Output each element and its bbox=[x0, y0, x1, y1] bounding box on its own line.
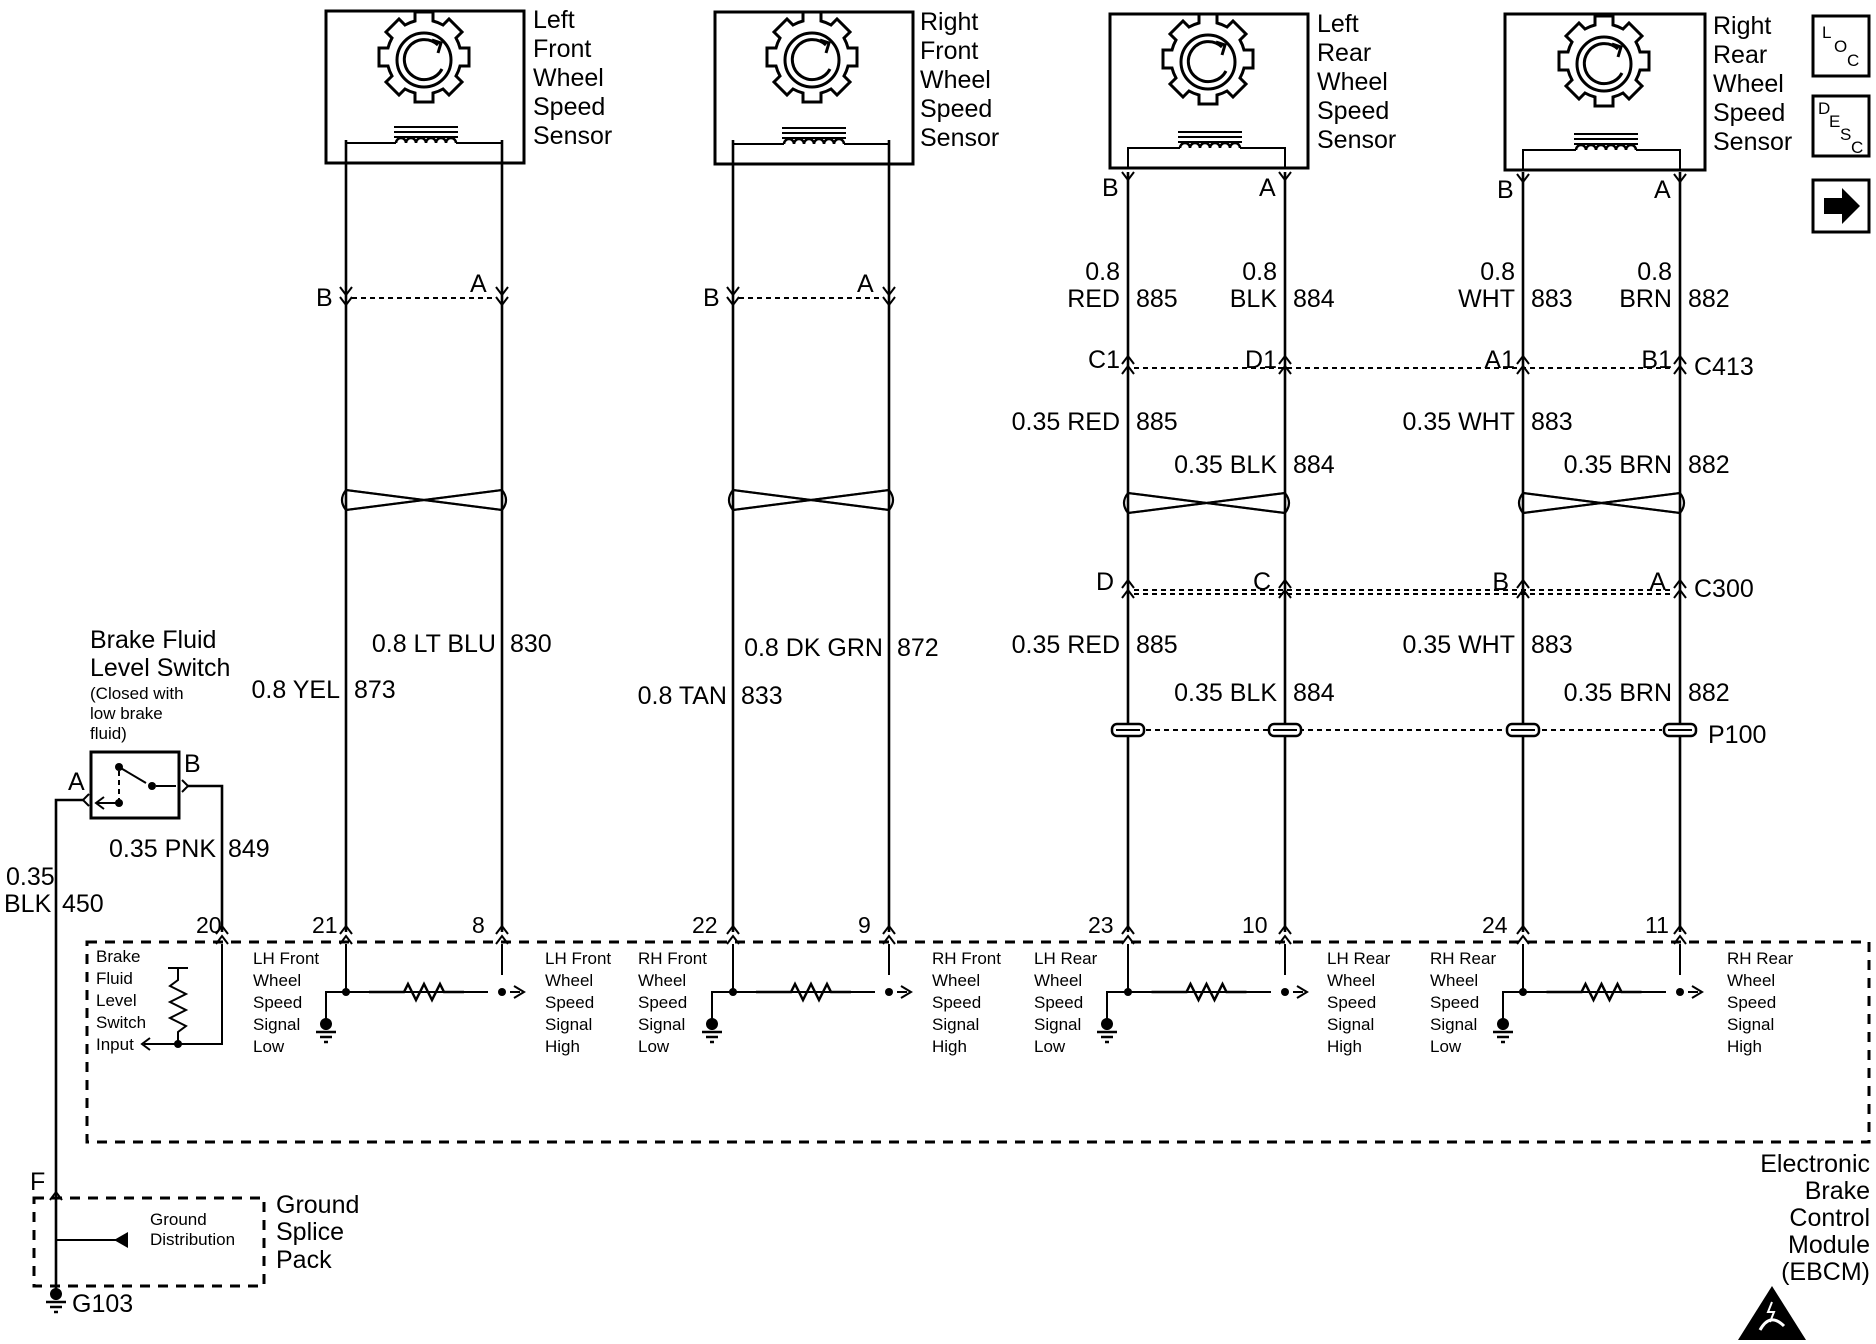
switch-note-0: (Closed with bbox=[90, 684, 184, 703]
ground-icon bbox=[1493, 1018, 1513, 1042]
sensor-0-label-1: Front bbox=[533, 35, 592, 63]
switch-title-1: Level Switch bbox=[90, 654, 231, 682]
ground-splice-pack bbox=[30, 1168, 359, 1318]
loc-icon[interactable] bbox=[1813, 16, 1869, 76]
sensor-3-label-4: Sensor bbox=[1713, 128, 1793, 156]
ebcm-label-0-low-2: Speed bbox=[253, 993, 303, 1012]
sensor-1-label-1: Front bbox=[920, 37, 979, 65]
sensor-2-label-3: Speed bbox=[1317, 97, 1390, 125]
wire-873-circuit: 873 bbox=[354, 676, 396, 704]
sensor-2-pin-b: B bbox=[1102, 174, 1119, 202]
sensor-3-label-1: Rear bbox=[1713, 41, 1768, 69]
ground-wire-gauge: 0.35 bbox=[6, 863, 55, 891]
rear-wires bbox=[1124, 172, 1684, 932]
ebcm-label-0-low-0: LH Front bbox=[253, 949, 320, 968]
ebcm-label-1-high-3: Signal bbox=[932, 1015, 980, 1034]
loc-icon-c: C bbox=[1847, 51, 1860, 70]
pnk-wire-circuit: 849 bbox=[228, 835, 270, 863]
ebcm-brake-switch-circuit bbox=[96, 947, 222, 1054]
ebcm-label-2-high-0: LH Rear bbox=[1327, 949, 1391, 968]
rear-wire-3-gauge: 0.8 bbox=[1637, 258, 1672, 286]
rear-wire-0-low-label: 0.35 RED bbox=[1011, 631, 1120, 659]
ebcm-brake-label-4: Input bbox=[96, 1035, 134, 1054]
wire-833-label: 0.8 TAN bbox=[637, 682, 727, 710]
right-arrow-icon[interactable] bbox=[1813, 180, 1869, 232]
switch-title-0: Brake Fluid bbox=[90, 626, 217, 654]
rear-wire-0-mid-label: 0.35 RED bbox=[1011, 408, 1120, 436]
ebcm-label-3-low-0: RH Rear bbox=[1430, 949, 1497, 968]
switch-note-1: low brake bbox=[90, 704, 163, 723]
ebcm-label-3-high-0: RH Rear bbox=[1727, 949, 1794, 968]
desc-icon-d: D bbox=[1818, 99, 1831, 118]
sensor-3-pin-a: A bbox=[1654, 176, 1671, 204]
desc-icon[interactable] bbox=[1813, 96, 1869, 157]
ground-g103-label: G103 bbox=[72, 1290, 134, 1318]
ebcm-internal-circuits bbox=[96, 947, 1793, 1056]
wire-830-circuit: 830 bbox=[510, 630, 552, 658]
rear-wire-0-circuit-mid: 885 bbox=[1136, 408, 1178, 436]
ebcm-label-3-high-4: High bbox=[1727, 1037, 1762, 1056]
ebcm-pin-number-2: 8 bbox=[472, 912, 485, 938]
rear-wire-1-circuit-low: 884 bbox=[1293, 679, 1335, 707]
sensor-0-label-4: Sensor bbox=[533, 122, 613, 150]
wheel-speed-sensor-2 bbox=[1102, 10, 1396, 202]
ebcm-label-0-high-1: Wheel bbox=[545, 971, 594, 990]
rear-wire-2-color: WHT bbox=[1458, 285, 1515, 313]
gear-icon bbox=[767, 12, 857, 102]
rear-wire-2-circuit-low: 883 bbox=[1531, 631, 1573, 659]
wire-873-label: 0.8 YEL bbox=[251, 676, 340, 704]
desc-icon-c: C bbox=[1851, 138, 1864, 157]
splice-label-0: Ground bbox=[276, 1191, 360, 1219]
ebcm-brake-label-1: Fluid bbox=[96, 969, 133, 988]
front-wires bbox=[251, 140, 938, 932]
rear-wire-1-low-label: 0.35 BLK bbox=[1174, 679, 1277, 707]
ebcm-label-2-low-2: Speed bbox=[1034, 993, 1084, 1012]
ebcm-label-3-low-2: Speed bbox=[1430, 993, 1480, 1012]
ebcm-label-3-low-4: Low bbox=[1430, 1037, 1462, 1056]
rear-wire-2-circuit-top: 883 bbox=[1531, 285, 1573, 313]
ground-icon bbox=[702, 1018, 722, 1042]
switch-pin-a: A bbox=[68, 768, 85, 796]
ebcm-label-2-low-4: Low bbox=[1034, 1037, 1066, 1056]
ebcm-label-2-low-3: Signal bbox=[1034, 1015, 1082, 1034]
sensor-1-label-3: Speed bbox=[920, 95, 993, 123]
rear-wire-0-gauge: 0.8 bbox=[1085, 258, 1120, 286]
rear-wire-3-circuit-low: 882 bbox=[1688, 679, 1730, 707]
rf-pin-a-label: A bbox=[857, 270, 874, 298]
ebcm-pin-number-6: 10 bbox=[1242, 912, 1268, 938]
ebcm-label-0-high-0: LH Front bbox=[545, 949, 612, 968]
c413-label: C413 bbox=[1694, 353, 1754, 381]
pnk-wire-label: 0.35 PNK bbox=[108, 835, 216, 863]
splice-pin-f: F bbox=[30, 1168, 46, 1196]
ebcm-pin-number-3: 22 bbox=[692, 912, 718, 938]
ebcm-label-0: Electronic bbox=[1760, 1150, 1870, 1178]
rear-wire-2-circuit-mid: 883 bbox=[1531, 408, 1573, 436]
ebcm-label-1-low-3: Signal bbox=[638, 1015, 686, 1034]
rear-wire-2-c300-pin: B bbox=[1492, 568, 1509, 596]
ebcm-label-0-low-3: Signal bbox=[253, 1015, 301, 1034]
ebcm-label-3-high-3: Signal bbox=[1727, 1015, 1775, 1034]
ebcm-label-1-high-0: RH Front bbox=[932, 949, 1001, 968]
rear-wire-1-circuit-top: 884 bbox=[1293, 285, 1335, 313]
esd-warning-icon bbox=[1738, 1286, 1806, 1340]
sensor-1-label-0: Right bbox=[920, 8, 979, 36]
c300-label: C300 bbox=[1694, 575, 1754, 603]
ebcm-pin-number-8: 11 bbox=[1645, 912, 1669, 938]
rear-wire-3-circuit-mid: 882 bbox=[1688, 451, 1730, 479]
splice-inner-0: Ground bbox=[150, 1210, 207, 1229]
loc-icon-o: O bbox=[1834, 37, 1848, 56]
wire-872-circuit: 872 bbox=[897, 634, 939, 662]
rear-wire-2-gauge: 0.8 bbox=[1480, 258, 1515, 286]
rear-wire-1-c413-pin: D1 bbox=[1245, 346, 1277, 374]
ebcm-label-2-high-4: High bbox=[1327, 1037, 1362, 1056]
ebcm-label-3-low-3: Signal bbox=[1430, 1015, 1478, 1034]
ebcm-pin-number-1: 21 bbox=[312, 912, 338, 938]
sensor-2-pin-a: A bbox=[1259, 174, 1276, 202]
switch-note-2: fluid) bbox=[90, 724, 127, 743]
ebcm-brake-label-2: Level bbox=[96, 991, 137, 1010]
rear-wire-0-circuit-low: 885 bbox=[1136, 631, 1178, 659]
sensor-1-label-4: Sensor bbox=[920, 124, 1000, 152]
splice-inner-1: Distribution bbox=[150, 1230, 236, 1249]
sensor-2-label-4: Sensor bbox=[1317, 126, 1397, 154]
rear-wire-3-circuit-top: 882 bbox=[1688, 285, 1730, 313]
rear-wire-3-color: BRN bbox=[1619, 285, 1672, 313]
sensor-3-label-2: Wheel bbox=[1713, 70, 1784, 98]
gear-icon bbox=[379, 12, 469, 102]
p100-label: P100 bbox=[1708, 721, 1767, 749]
rear-wire-1-c300-pin: C bbox=[1252, 568, 1271, 596]
sensor-3-pin-b: B bbox=[1497, 176, 1514, 204]
rear-wire-3-low-label: 0.35 BRN bbox=[1563, 679, 1672, 707]
ebcm-label-0-low-4: Low bbox=[253, 1037, 285, 1056]
wire-830-label: 0.8 LT BLU bbox=[371, 630, 496, 658]
ebcm-label-3-high-2: Speed bbox=[1727, 993, 1777, 1012]
splice-label-2: Pack bbox=[276, 1246, 332, 1274]
rear-wire-1-color: BLK bbox=[1229, 285, 1277, 313]
rear-wire-2-mid-label: 0.35 WHT bbox=[1402, 408, 1515, 436]
ebcm-brake-label-3: Switch bbox=[96, 1013, 147, 1032]
sensor-1-label-2: Wheel bbox=[920, 66, 991, 94]
rear-wire-0-c413-pin: C1 bbox=[1088, 346, 1120, 374]
ebcm-label-4: (EBCM) bbox=[1781, 1258, 1870, 1286]
ebcm-label-1-low-1: Wheel bbox=[638, 971, 687, 990]
ebcm-input-circuit-3 bbox=[1430, 949, 1793, 1056]
ebcm-label-1-low-2: Speed bbox=[638, 993, 688, 1012]
wire-872-label: 0.8 DK GRN bbox=[744, 634, 883, 662]
ebcm-label-0-high-2: Speed bbox=[545, 993, 595, 1012]
ebcm-label-0-high-3: Signal bbox=[545, 1015, 593, 1034]
splice-label-1: Splice bbox=[276, 1218, 345, 1246]
ebcm-brake-label-0: Brake bbox=[96, 947, 141, 966]
lf-pin-a-label: A bbox=[470, 270, 487, 298]
rear-wire-0-color: RED bbox=[1067, 285, 1120, 313]
rear-wire-3-mid-label: 0.35 BRN bbox=[1563, 451, 1672, 479]
ebcm-label-2-low-0: LH Rear bbox=[1034, 949, 1098, 968]
ebcm-label-3-low-1: Wheel bbox=[1430, 971, 1479, 990]
loc-icon-l: L bbox=[1822, 23, 1832, 42]
sensor-0-label-3: Speed bbox=[533, 93, 606, 121]
ground-icon bbox=[1097, 1018, 1117, 1042]
ebcm-label-0-low-1: Wheel bbox=[253, 971, 302, 990]
ebcm-pin-number-5: 23 bbox=[1088, 912, 1114, 938]
wheel-speed-sensor-0 bbox=[326, 6, 612, 163]
ebcm-label-1-high-2: Speed bbox=[932, 993, 982, 1012]
ebcm-pin-number-0: 20 bbox=[196, 912, 222, 938]
desc-icon-s: S bbox=[1840, 125, 1852, 144]
ebcm-label-3: Module bbox=[1788, 1231, 1870, 1259]
rear-wire-2-c413-pin: A1 bbox=[1484, 346, 1515, 374]
switch-pin-b: B bbox=[184, 750, 201, 778]
rear-wire-1-mid-label: 0.35 BLK bbox=[1174, 451, 1277, 479]
ebcm-label-3-high-1: Wheel bbox=[1727, 971, 1776, 990]
sensor-0-label-2: Wheel bbox=[533, 64, 604, 92]
ebcm-input-circuit-0 bbox=[253, 949, 611, 1056]
ebcm-label-2-high-3: Signal bbox=[1327, 1015, 1375, 1034]
sensor-2-label-1: Rear bbox=[1317, 39, 1372, 67]
sensor-3-label-3: Speed bbox=[1713, 99, 1786, 127]
sensor-2-label-2: Wheel bbox=[1317, 68, 1388, 96]
rear-wire-0-c300-pin: D bbox=[1095, 568, 1114, 596]
gear-icon bbox=[1559, 16, 1649, 106]
rear-wire-3-c300-pin: A bbox=[1649, 568, 1666, 596]
wire-833-circuit: 833 bbox=[741, 682, 783, 710]
ebcm-label-1: Brake bbox=[1804, 1177, 1870, 1205]
ground-wire-circuit: 450 bbox=[62, 890, 104, 918]
wheel-speed-sensor-3 bbox=[1497, 12, 1792, 204]
sensor-2-label-0: Left bbox=[1317, 10, 1359, 38]
sensor-0-label-0: Left bbox=[533, 6, 575, 34]
sensor-3-label-0: Right bbox=[1713, 12, 1772, 40]
ebcm-input-circuit-1 bbox=[638, 949, 1001, 1056]
ebcm-label-0-high-4: High bbox=[545, 1037, 580, 1056]
desc-icon-e: E bbox=[1829, 112, 1841, 131]
gear-icon bbox=[1163, 14, 1253, 104]
ebcm-label-2: Control bbox=[1789, 1204, 1870, 1232]
ebcm-label-1-low-4: Low bbox=[638, 1037, 670, 1056]
ground-icon bbox=[316, 1018, 336, 1042]
rear-wire-1-circuit-mid: 884 bbox=[1293, 451, 1335, 479]
ebcm-label-2-high-2: Speed bbox=[1327, 993, 1377, 1012]
rear-wire-1-gauge: 0.8 bbox=[1242, 258, 1277, 286]
rear-wire-2-low-label: 0.35 WHT bbox=[1402, 631, 1515, 659]
ebcm-label-1-high-4: High bbox=[932, 1037, 967, 1056]
wheel-speed-sensor-1 bbox=[715, 8, 999, 164]
ebcm-input-circuit-2 bbox=[1034, 949, 1391, 1056]
rear-wire-0-circuit-top: 885 bbox=[1136, 285, 1178, 313]
ebcm-label-1-low-0: RH Front bbox=[638, 949, 707, 968]
ebcm-label-2-low-1: Wheel bbox=[1034, 971, 1083, 990]
rear-wire-3-c413-pin: B1 bbox=[1641, 346, 1672, 374]
ebcm-label-1-high-1: Wheel bbox=[932, 971, 981, 990]
ebcm-pin-number-4: 9 bbox=[858, 912, 871, 938]
rf-pin-b-label: B bbox=[703, 284, 720, 312]
ebcm-pin-number-7: 24 bbox=[1482, 912, 1508, 938]
ground-wire-color: BLK bbox=[4, 890, 52, 918]
lf-pin-b-label: B bbox=[316, 284, 333, 312]
ebcm-label-2-high-1: Wheel bbox=[1327, 971, 1376, 990]
